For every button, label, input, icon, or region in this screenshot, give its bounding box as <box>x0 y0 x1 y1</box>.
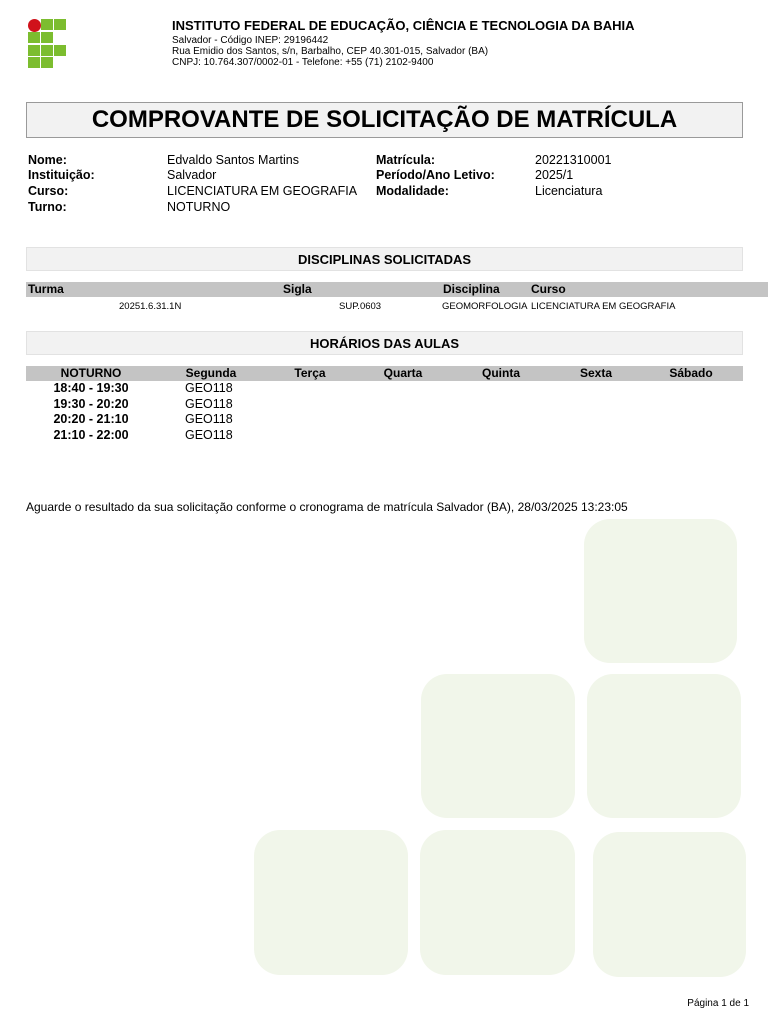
logo-red-circle <box>28 19 41 32</box>
institution-inep: Salvador - Código INEP: 29196442 <box>172 35 329 46</box>
logo-square <box>54 19 66 30</box>
page-number: Página 1 de 1 <box>687 998 749 1009</box>
disciplines-header-bar <box>26 282 768 297</box>
institution-label: Instituição: <box>28 168 95 182</box>
institution-logo <box>27 18 67 68</box>
schedule-time: 19:30 - 20:20 <box>53 397 129 411</box>
logo-square <box>41 32 53 43</box>
course-label: Curso: <box>28 184 69 198</box>
row-turma: 20251.6.31.1N <box>119 301 182 312</box>
logo-square <box>54 45 66 56</box>
schedule-time: 20:20 - 21:10 <box>53 412 129 426</box>
schedule-class: GEO118 <box>185 381 233 395</box>
course-value: LICENCIATURA EM GEOGRAFIA <box>167 184 358 198</box>
logo-square <box>28 32 40 43</box>
row-curso: LICENCIATURA EM GEOGRAFIA <box>531 301 676 312</box>
enrollment-value: 20221310001 <box>535 153 612 167</box>
document-title-box <box>26 102 743 138</box>
column-header-terca: Terça <box>294 366 326 380</box>
row-sigla: SUP.0603 <box>339 301 382 312</box>
schedule-section-title: HORÁRIOS DAS AULAS <box>26 331 743 355</box>
logo-square <box>28 57 40 68</box>
row-disciplina: GEOMORFOLOGIA <box>442 301 528 312</box>
watermark-square <box>593 832 746 977</box>
shift-label: Turno: <box>28 200 67 214</box>
watermark-square <box>420 830 575 975</box>
modality-label: Modalidade: <box>376 184 449 198</box>
watermark-square <box>587 674 741 818</box>
period-label: Período/Ano Letivo: <box>376 168 495 182</box>
column-header-turma: Turma <box>28 282 64 296</box>
schedule-class: GEO118 <box>185 428 233 442</box>
schedule-class: GEO118 <box>185 412 233 426</box>
column-header-quinta: Quinta <box>482 366 520 380</box>
column-header-sexta: Sexta <box>579 366 613 380</box>
watermark-square <box>421 674 575 818</box>
name-value: Edvaldo Santos Martins <box>167 153 300 167</box>
institution-cnpj: CNPJ: 10.764.307/0002-01 - Telefone: +55 (71) 2102-9400 <box>172 57 434 68</box>
result-notice: Aguarde o resultado da sua solicitação conforme o cronograma de matrícula Salvador (BA), 28/03/2025 13:23:05 <box>26 500 628 514</box>
institution-name: INSTITUTO FEDERAL DE EDUCAÇÃO, CIÊNCIA E TECNOLOGIA DA BAHIA <box>172 18 635 33</box>
period-value: 2025/1 <box>535 168 574 182</box>
column-header-shift: NOTURNO <box>60 366 122 380</box>
column-header-quarta: Quarta <box>383 366 423 380</box>
modality-value: Licenciatura <box>535 184 603 198</box>
institution-value: Salvador <box>167 168 217 182</box>
column-header-segunda: Segunda <box>185 366 237 380</box>
logo-square <box>41 45 53 56</box>
schedule-time: 18:40 - 19:30 <box>53 381 129 395</box>
document-title: COMPROVANTE DE SOLICITAÇÃO DE MATRÍCULA <box>91 106 678 133</box>
logo-square <box>41 57 53 68</box>
column-header-sabado: Sábado <box>669 366 713 380</box>
schedule-class: GEO118 <box>185 397 233 411</box>
schedule-time: 21:10 - 22:00 <box>53 428 129 442</box>
logo-square <box>28 45 40 56</box>
logo-square <box>41 19 53 30</box>
shift-value: NOTURNO <box>167 200 231 214</box>
institution-address: Rua Emidio dos Santos, s/n, Barbalho, CEP 40.301-015, Salvador (BA) <box>172 46 489 57</box>
column-header-curso: Curso <box>531 282 566 296</box>
watermark-square <box>254 830 408 975</box>
disciplines-section-title: DISCIPLINAS SOLICITADAS <box>26 247 743 271</box>
name-label: Nome: <box>28 153 67 167</box>
column-header-sigla: Sigla <box>283 282 312 296</box>
watermark-square <box>584 519 737 663</box>
column-header-disciplina: Disciplina <box>443 282 500 296</box>
enrollment-label: Matrícula: <box>376 153 436 167</box>
